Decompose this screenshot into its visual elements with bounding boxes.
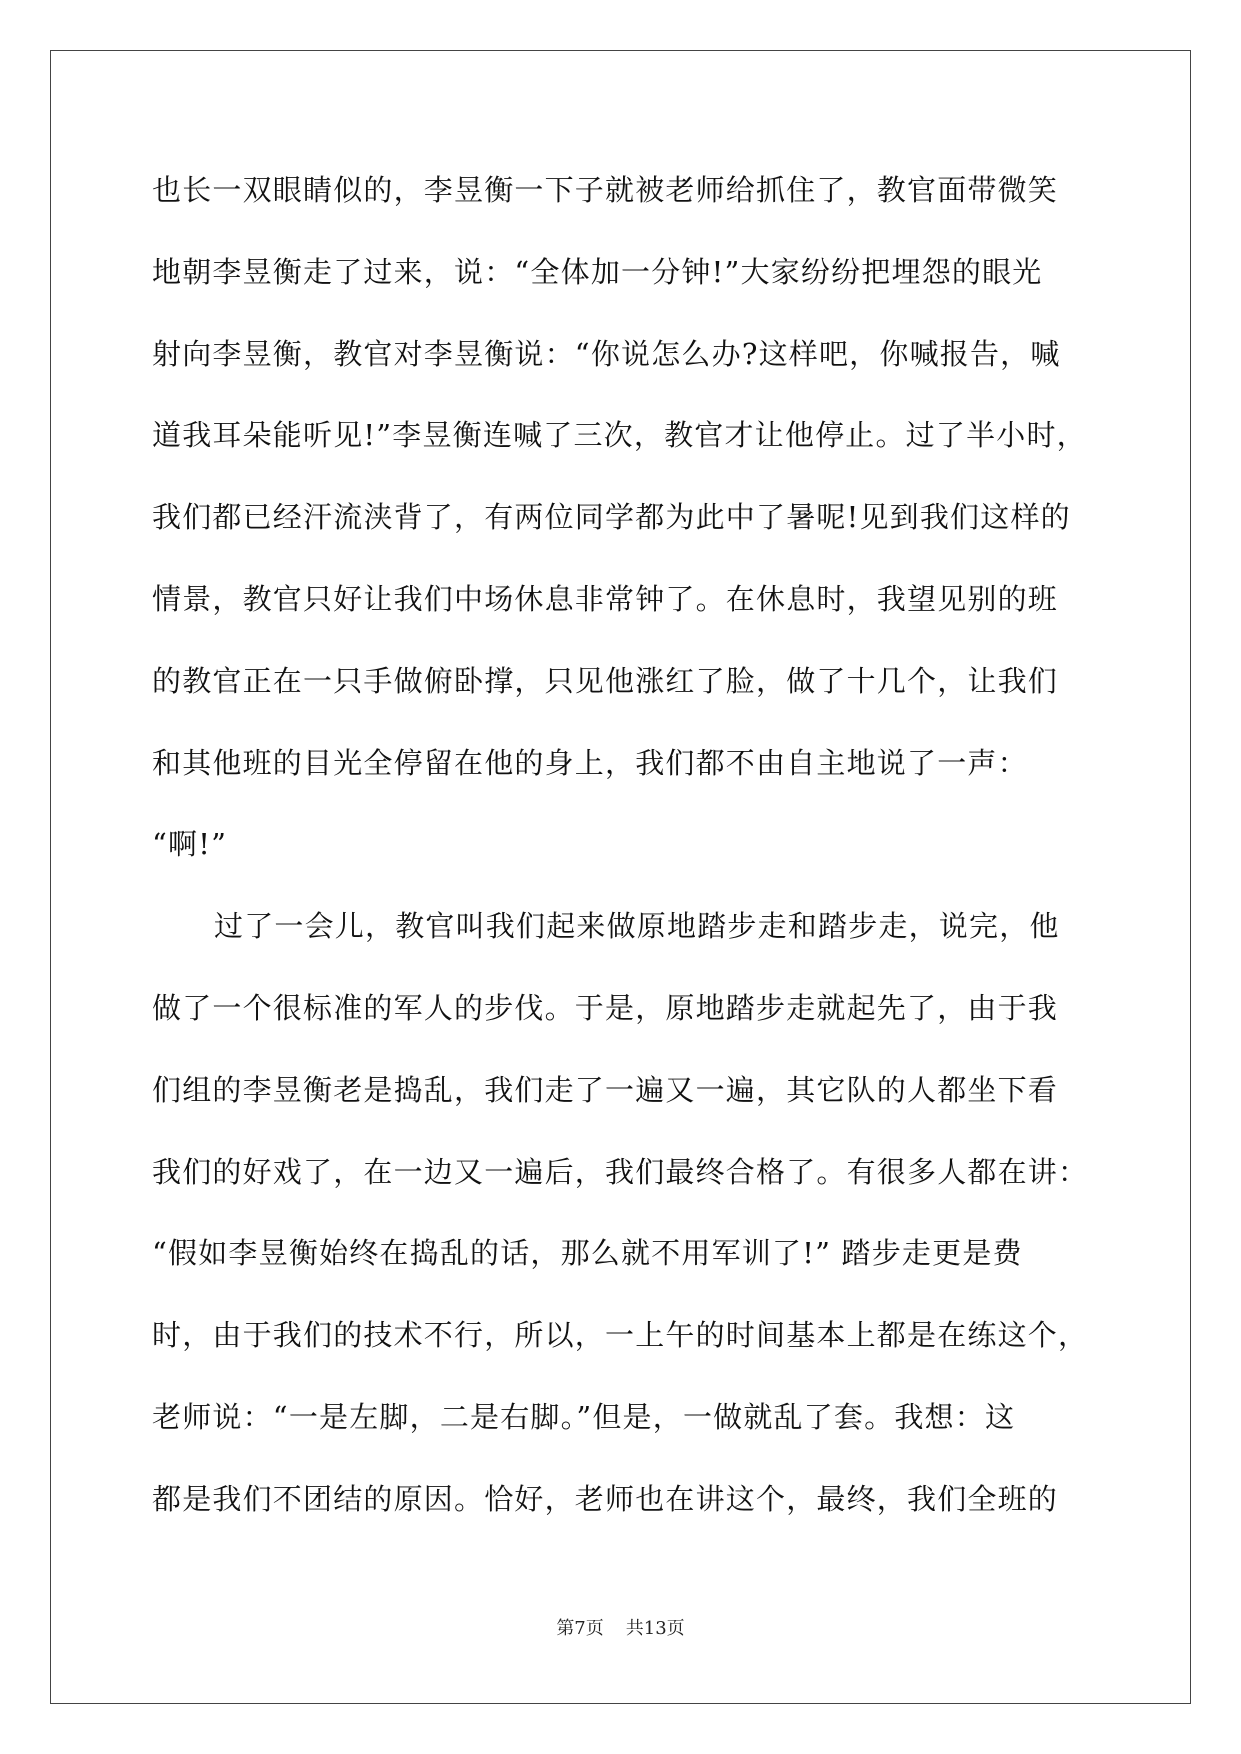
text-line: 我们的好戏了，在一边又一遍后，我们最终合格了。有很多人都在讲： xyxy=(152,1154,1089,1189)
paragraph-start-line: 过了一会儿，教官叫我们起来做原地踏步走和踏步走，说完，他 xyxy=(214,909,1060,944)
text-line: 射向李昱衡，教官对李昱衡说：“你说怎么办?这样吧，你喊报告，喊 xyxy=(152,336,1061,371)
text-line: 时，由于我们的技术不行，所以，一上午的时间基本上都是在练这个， xyxy=(152,1318,1089,1353)
text-line: 和其他班的目光全停留在他的身上，我们都不由自主地说了一声： xyxy=(152,745,1028,780)
current-page-number: 第7页 xyxy=(556,1618,604,1639)
text-line: 老师说：“一是左脚，二是右脚。”但是，一做就乱了套。我想：这 xyxy=(152,1399,1016,1434)
text-line: 情景，教官只好让我们中场休息非常钟了。在休息时，我望见别的班 xyxy=(152,581,1059,616)
text-line: 道我耳朵能听见!”李昱衡连喊了三次，教官才让他停止。过了半小时， xyxy=(152,418,1087,453)
text-line: “啊!” xyxy=(152,827,228,862)
text-line: “假如李昱衡始终在捣乱的话，那么就不用军训了!” 踏步走更是费 xyxy=(152,1236,1023,1271)
text-line: 的教官正在一只手做俯卧撑，只见他涨红了脸，做了十几个，让我们 xyxy=(152,663,1059,698)
text-line: 做了一个很标准的军人的步伐。于是，原地踏步走就起先了，由于我 xyxy=(152,990,1059,1025)
text-line: 也长一双眼睛似的，李昱衡一下子就被老师给抓住了，教官面带微笑 xyxy=(152,173,1059,207)
body-text xyxy=(152,165,1092,1556)
text-line: 地朝李昱衡走了过来，说：“全体加一分钟!”大家纷纷把埋怨的眼光 xyxy=(152,254,1043,289)
page-footer xyxy=(0,1617,1241,1641)
total-pages: 共13页 xyxy=(625,1618,685,1639)
text-line: 们组的李昱衡老是捣乱，我们走了一遍又一遍，其它队的人都坐下看 xyxy=(152,1072,1059,1107)
text-line: 我们都已经汗流浃背了，有两位同学都为此中了暑呢!见到我们这样的 xyxy=(152,500,1071,535)
text-line: 都是我们不团结的原因。恰好，老师也在讲这个，最终，我们全班的 xyxy=(152,1481,1059,1516)
